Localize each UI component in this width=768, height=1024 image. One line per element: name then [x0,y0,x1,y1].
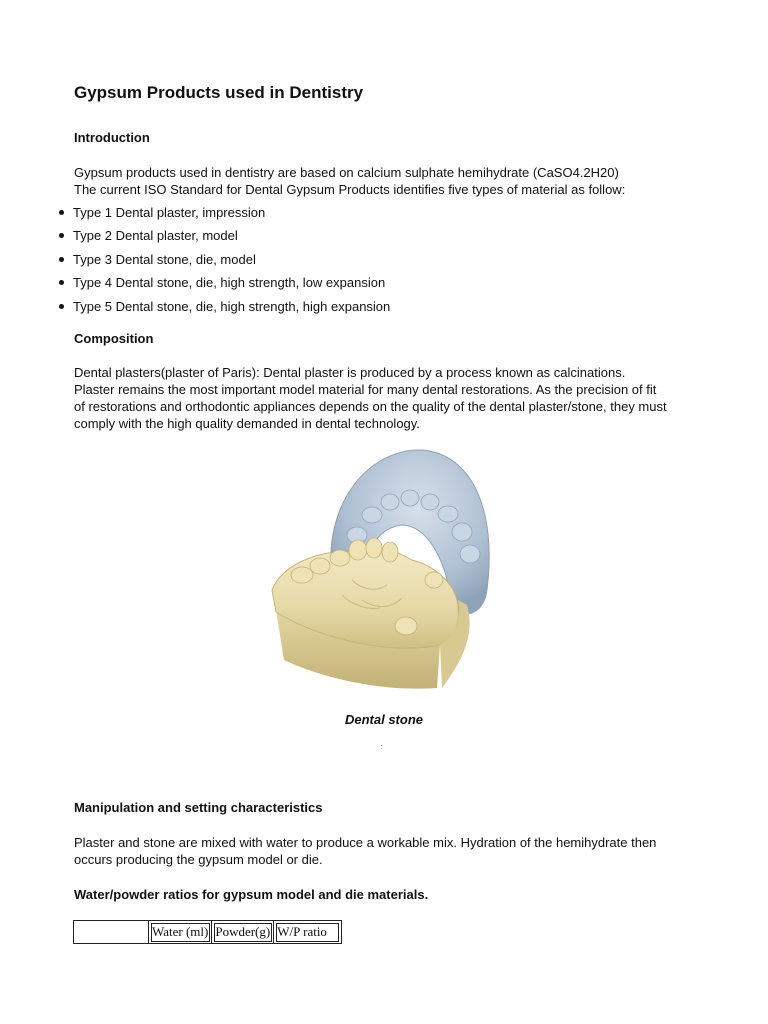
table-header-cell: Powder(g) [212,921,274,944]
manipulation-heading: Manipulation and setting characteristics [74,800,323,815]
divider-mark [381,745,382,746]
introduction-paragraph [74,164,704,198]
table-row [74,921,342,944]
composition-paragraph [74,364,704,432]
composition-heading: Composition [74,331,154,346]
wp-ratio-table [73,920,342,944]
list-item: Type 2 Dental plaster, model [56,227,390,250]
list-item: Type 4 Dental stone, die, high strength, low expansion [56,274,390,297]
wp-table-heading: Water/powder ratios for gypsum model and die materials. [74,887,429,902]
dental-stone-image [262,440,502,700]
table-header-cell: Water (ml) [149,921,212,944]
list-item: Type 5 Dental stone, die, high strength, high expansion [56,298,390,321]
composition-line: comply with the high quality demanded in dental technology. [74,416,420,431]
manipulation-line: occurs producing the gypsum model or die. [74,852,323,867]
page-title: Gypsum Products used in Dentistry [74,83,364,102]
composition-line: of restorations and orthodontic appliances depends on the quality of the dental plaster/stone, they must [74,399,667,414]
composition-line: Plaster remains the most important model material for many dental restorations. As the precision of fit [74,382,657,397]
introduction-heading: Introduction [74,130,150,145]
composition-line: Dental plasters(plaster of Paris): Dental plaster is produced by a process known as calcinations. [74,365,626,380]
figure-caption: Dental stone [344,712,423,727]
introduction-line-1: Gypsum products used in dentistry are based on calcium sulphate hemihydrate (CaSO4.2H20) [74,165,619,180]
manipulation-line: Plaster and stone are mixed with water to produce a workable mix. Hydration of the hemihydrate then [74,835,657,850]
gypsum-types-list [56,204,390,321]
list-item: Type 3 Dental stone, die, model [56,251,390,274]
introduction-line-2: The current ISO Standard for Dental Gypsum Products identifies five types of material as follow: [74,182,626,197]
manipulation-paragraph [74,834,704,868]
table-header-cell [74,921,149,944]
table-header-cell: W/P ratio [274,921,342,944]
list-item: Type 1 Dental plaster, impression [56,204,390,227]
